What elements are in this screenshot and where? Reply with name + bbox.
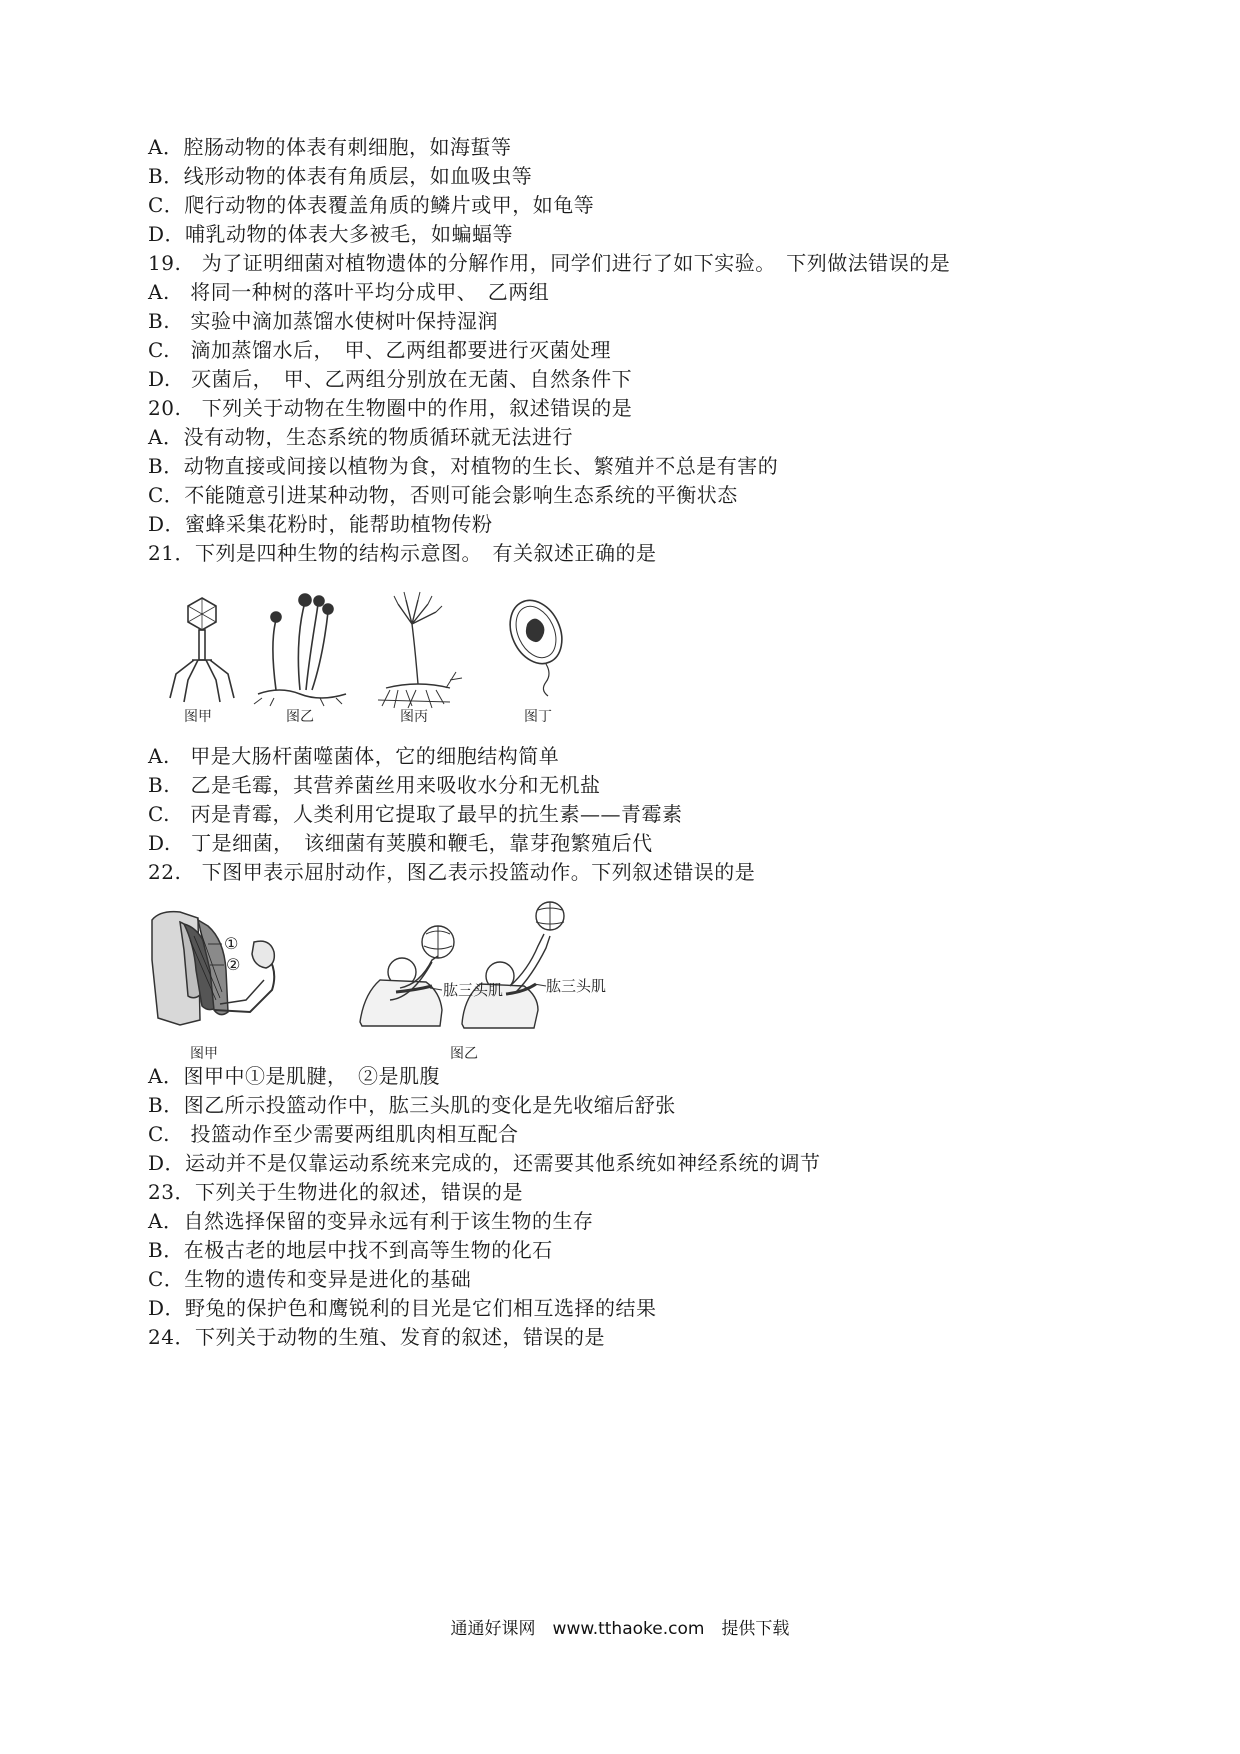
q19-option-d: D. 灭菌后， 甲、乙两组分别放在无菌、自然条件下 <box>148 367 633 391</box>
q18-option-a: A．腔肠动物的体表有刺细胞，如海蜇等 <box>148 135 512 159</box>
q23-option-b: B．在极古老的地层中找不到高等生物的化石 <box>148 1238 553 1262</box>
q24-stem: 24．下列关于动物的生殖、发育的叙述，错误的是 <box>148 1325 605 1349</box>
q22-stem: 22. 下图甲表示屈肘动作，图乙表示投篮动作。下列叙述错误的是 <box>148 860 756 884</box>
triceps-label-after: 肱三头肌 <box>546 977 607 995</box>
fig-ding-caption: 图丁 <box>524 709 552 725</box>
shooter-before-drawing <box>360 926 454 1026</box>
q18-option-d: D．哺乳动物的体表大多被毛，如蝙蝠等 <box>148 222 514 246</box>
q21-option-a: A. 甲是大肠杆菌噬菌体，它的细胞结构简单 <box>148 744 560 768</box>
q20-option-a: A．没有动物，生态系统的物质循环就无法进行 <box>148 425 573 449</box>
flexed-arm-drawing <box>152 912 274 1025</box>
bacteriophage-drawing <box>170 598 234 702</box>
q21-stem: 21．下列是四种生物的结构示意图。 有关叙述正确的是 <box>148 541 657 565</box>
q20-option-b: B．动物直接或间接以植物为食，对植物的生长、繁殖并不总是有害的 <box>148 454 779 478</box>
marker-1: ① <box>224 934 239 953</box>
q20-stem: 20. 下列关于动物在生物圈中的作用，叙述错误的是 <box>148 396 633 420</box>
fig-jia-caption-q22: 图甲 <box>190 1046 218 1062</box>
q21-option-b: B. 乙是毛霉，其营养菌丝用来吸收水分和无机盐 <box>148 773 601 797</box>
shooter-after-drawing <box>462 902 564 1028</box>
q19-option-b: B. 实验中滴加蒸馏水使树叶保持湿润 <box>148 309 499 333</box>
penicillium-drawing <box>378 592 462 708</box>
q18-option-c: C．爬行动物的体表覆盖角质的鳞片或甲，如龟等 <box>148 193 595 217</box>
q20-option-d: D．蜜蜂采集花粉时，能帮助植物传粉 <box>148 512 493 536</box>
fig-yi-caption-q22: 图乙 <box>450 1046 478 1062</box>
q23-stem: 23．下列关于生物进化的叙述，错误的是 <box>148 1180 523 1204</box>
q22-option-a: A．图甲中①是肌腱， ②是肌腹 <box>148 1064 440 1088</box>
fig-jia-caption: 图甲 <box>184 709 212 725</box>
q19-option-a: A. 将同一种树的落叶平均分成甲、 乙两组 <box>148 280 550 304</box>
marker-2: ② <box>226 955 241 974</box>
q22-option-c: C. 投篮动作至少需要两组肌肉相互配合 <box>148 1122 519 1146</box>
q23-option-d: D．野兔的保护色和鹰锐利的目光是它们相互选择的结果 <box>148 1296 657 1320</box>
triceps-label-before: 肱三头肌 <box>443 981 504 999</box>
mucor-drawing <box>254 594 346 706</box>
q21-option-d: D. 丁是细菌， 该细菌有荚膜和鞭毛，靠芽孢繁殖后代 <box>148 831 653 855</box>
fig-bing-caption: 图丙 <box>400 709 428 725</box>
q22-option-b: B．图乙所示投篮动作中，肱三头肌的变化是先收缩后舒张 <box>148 1093 676 1117</box>
q20-option-c: C．不能随意引进某种动物，否则可能会影响生态系统的平衡状态 <box>148 483 738 507</box>
q18-option-b: B．线形动物的体表有角质层，如血吸虫等 <box>148 164 533 188</box>
q23-option-c: C．生物的遗传和变异是进化的基础 <box>148 1267 472 1291</box>
q19-stem: 19. 为了证明细菌对植物遗体的分解作用，同学们进行了如下实验。 下列做法错误的是 <box>148 251 951 275</box>
fig-yi-caption: 图乙 <box>286 709 314 725</box>
page-footer: 通通好课网 www.tthaoke.com 提供下载 <box>450 1619 790 1639</box>
bacterium-drawing <box>500 592 571 696</box>
q22-muscle-figure <box>150 900 710 1070</box>
q21-option-c: C. 丙是青霉，人类利用它提取了最早的抗生素——青霉素 <box>148 802 683 826</box>
q23-option-a: A．自然选择保留的变异永远有利于该生物的生存 <box>148 1209 594 1233</box>
q22-option-d: D．运动并不是仅靠运动系统来完成的，还需要其他系统如神经系统的调节 <box>148 1151 821 1175</box>
q19-option-c: C. 滴加蒸馏水后， 甲、乙两组都要进行灭菌处理 <box>148 338 611 362</box>
q21-organisms-figure <box>150 590 650 740</box>
